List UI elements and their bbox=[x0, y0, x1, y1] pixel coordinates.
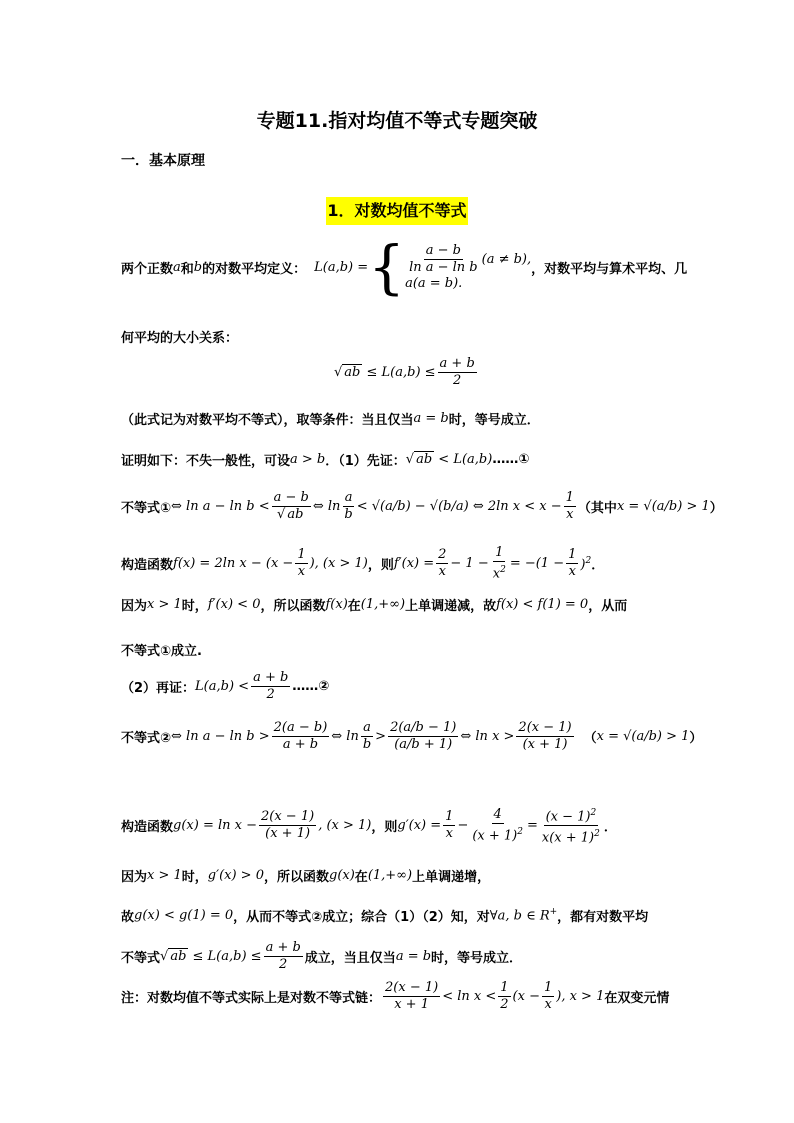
text-line: 不等式 √ ab ≤ L(a,b) ≤ $\frac{a + b}{2}$ 成立，当且仅当 a = b 时，等号成立． bbox=[121, 940, 523, 972]
formula-main: √ ab ≤ L(a,b) ≤ $\frac{a + b}{2}$ bbox=[334, 356, 475, 388]
definition-line: 两个正数 a 和 b 的对数平均定义： L(a,b) = { $\frac{a - b}{\text{ln a − ln b}}$ (a ≠ b), a(a = b). ，对数平均与算术平均、几 bbox=[121, 233, 688, 301]
text-line: 不等式①成立. bbox=[121, 644, 202, 659]
text-line: 构造函数 g(x) = ln x − $\frac{2(x - 1)}{(x + 1)}$ , (x > 1) ，则 g′(x) = $\frac{1}{x}$ − $\frac{4}{(x + 1)^2}$ = $\frac{(x - 1)^2}{x(x + 1)^2}$ ． bbox=[121, 805, 617, 847]
text-line: 证明如下：不失一般性，可设 a > b ．（1）先证： √ ab < L(a,b) ……① bbox=[121, 452, 530, 469]
text-line: 不等式① ⇔ ln a − ln b < $\frac{a - b}{√ ab}$ ⇔ ln $\frac{a}{b}$ < √(a/b) − √(b/a) ⇔ 2ln x < x − $\frac{1}{x}$ （其中 x = √(a/b) > 1 ） bbox=[121, 490, 723, 522]
text-line: 注：对数均值不等式实际上是对数不等式链： $\frac{2(x - 1)}{x + 1}$ < ln x < $\frac{1}{2}$ (x − $\frac{1}{x}$ ), x > 1 在双变元情 bbox=[121, 980, 670, 1012]
text-line: （2）再证： L(a,b) < $\frac{a + b}{2}$ ……② bbox=[121, 670, 330, 702]
subsection-highlight bbox=[326, 197, 468, 225]
text-line: 因为 x > 1 时， f′(x) < 0 ，所以函数 f(x) 在 (1,+∞) 上单调递减，故 f(x) < f(1) = 0 ，从而 bbox=[121, 597, 628, 614]
page-title: 专题11.指对均值不等式专题突破 bbox=[256, 110, 538, 132]
text-line: 因为 x > 1 时， g′(x) > 0 ，所以函数 g(x) 在 (1,+∞) 上单调递增， bbox=[121, 868, 491, 885]
section-heading: 一．基本原理 bbox=[121, 153, 205, 169]
text-line: 不等式② ⇔ ln a − ln b > $\frac{2(a - b)}{a + b}$ ⇔ ln $\frac{a}{b}$ > $\frac{2(a/b - 1)}{(a/b + 1)}$ ⇔ ln x > $\frac{2(x - 1)}{(x + 1)}$ （ x = √(a/b) > 1 ） bbox=[121, 720, 703, 752]
text-line: 何平均的大小关系： bbox=[121, 331, 239, 346]
subsection-heading: 1．对数均值不等式 bbox=[327, 201, 467, 220]
text-line: （此式记为对数平均不等式），取等条件：当且仅当 a = b 时，等号成立． bbox=[121, 411, 540, 428]
text-line: 故 g(x) < g(1) = 0 ，从而不等式②成立；综合（1）（2）知，对 ∀a, b ∈ R+ ，都有对数平均 bbox=[121, 907, 649, 925]
text-line: 构造函数 f(x) = 2ln x − (x − $\frac{1}{x}$ ), (x > 1) ，则 f′(x) = $\frac{2}{x}$ − 1 − $\frac{1}{x^2}$ = −(1 − $\frac{1}{x}$ )$^2$ ． bbox=[121, 545, 605, 582]
